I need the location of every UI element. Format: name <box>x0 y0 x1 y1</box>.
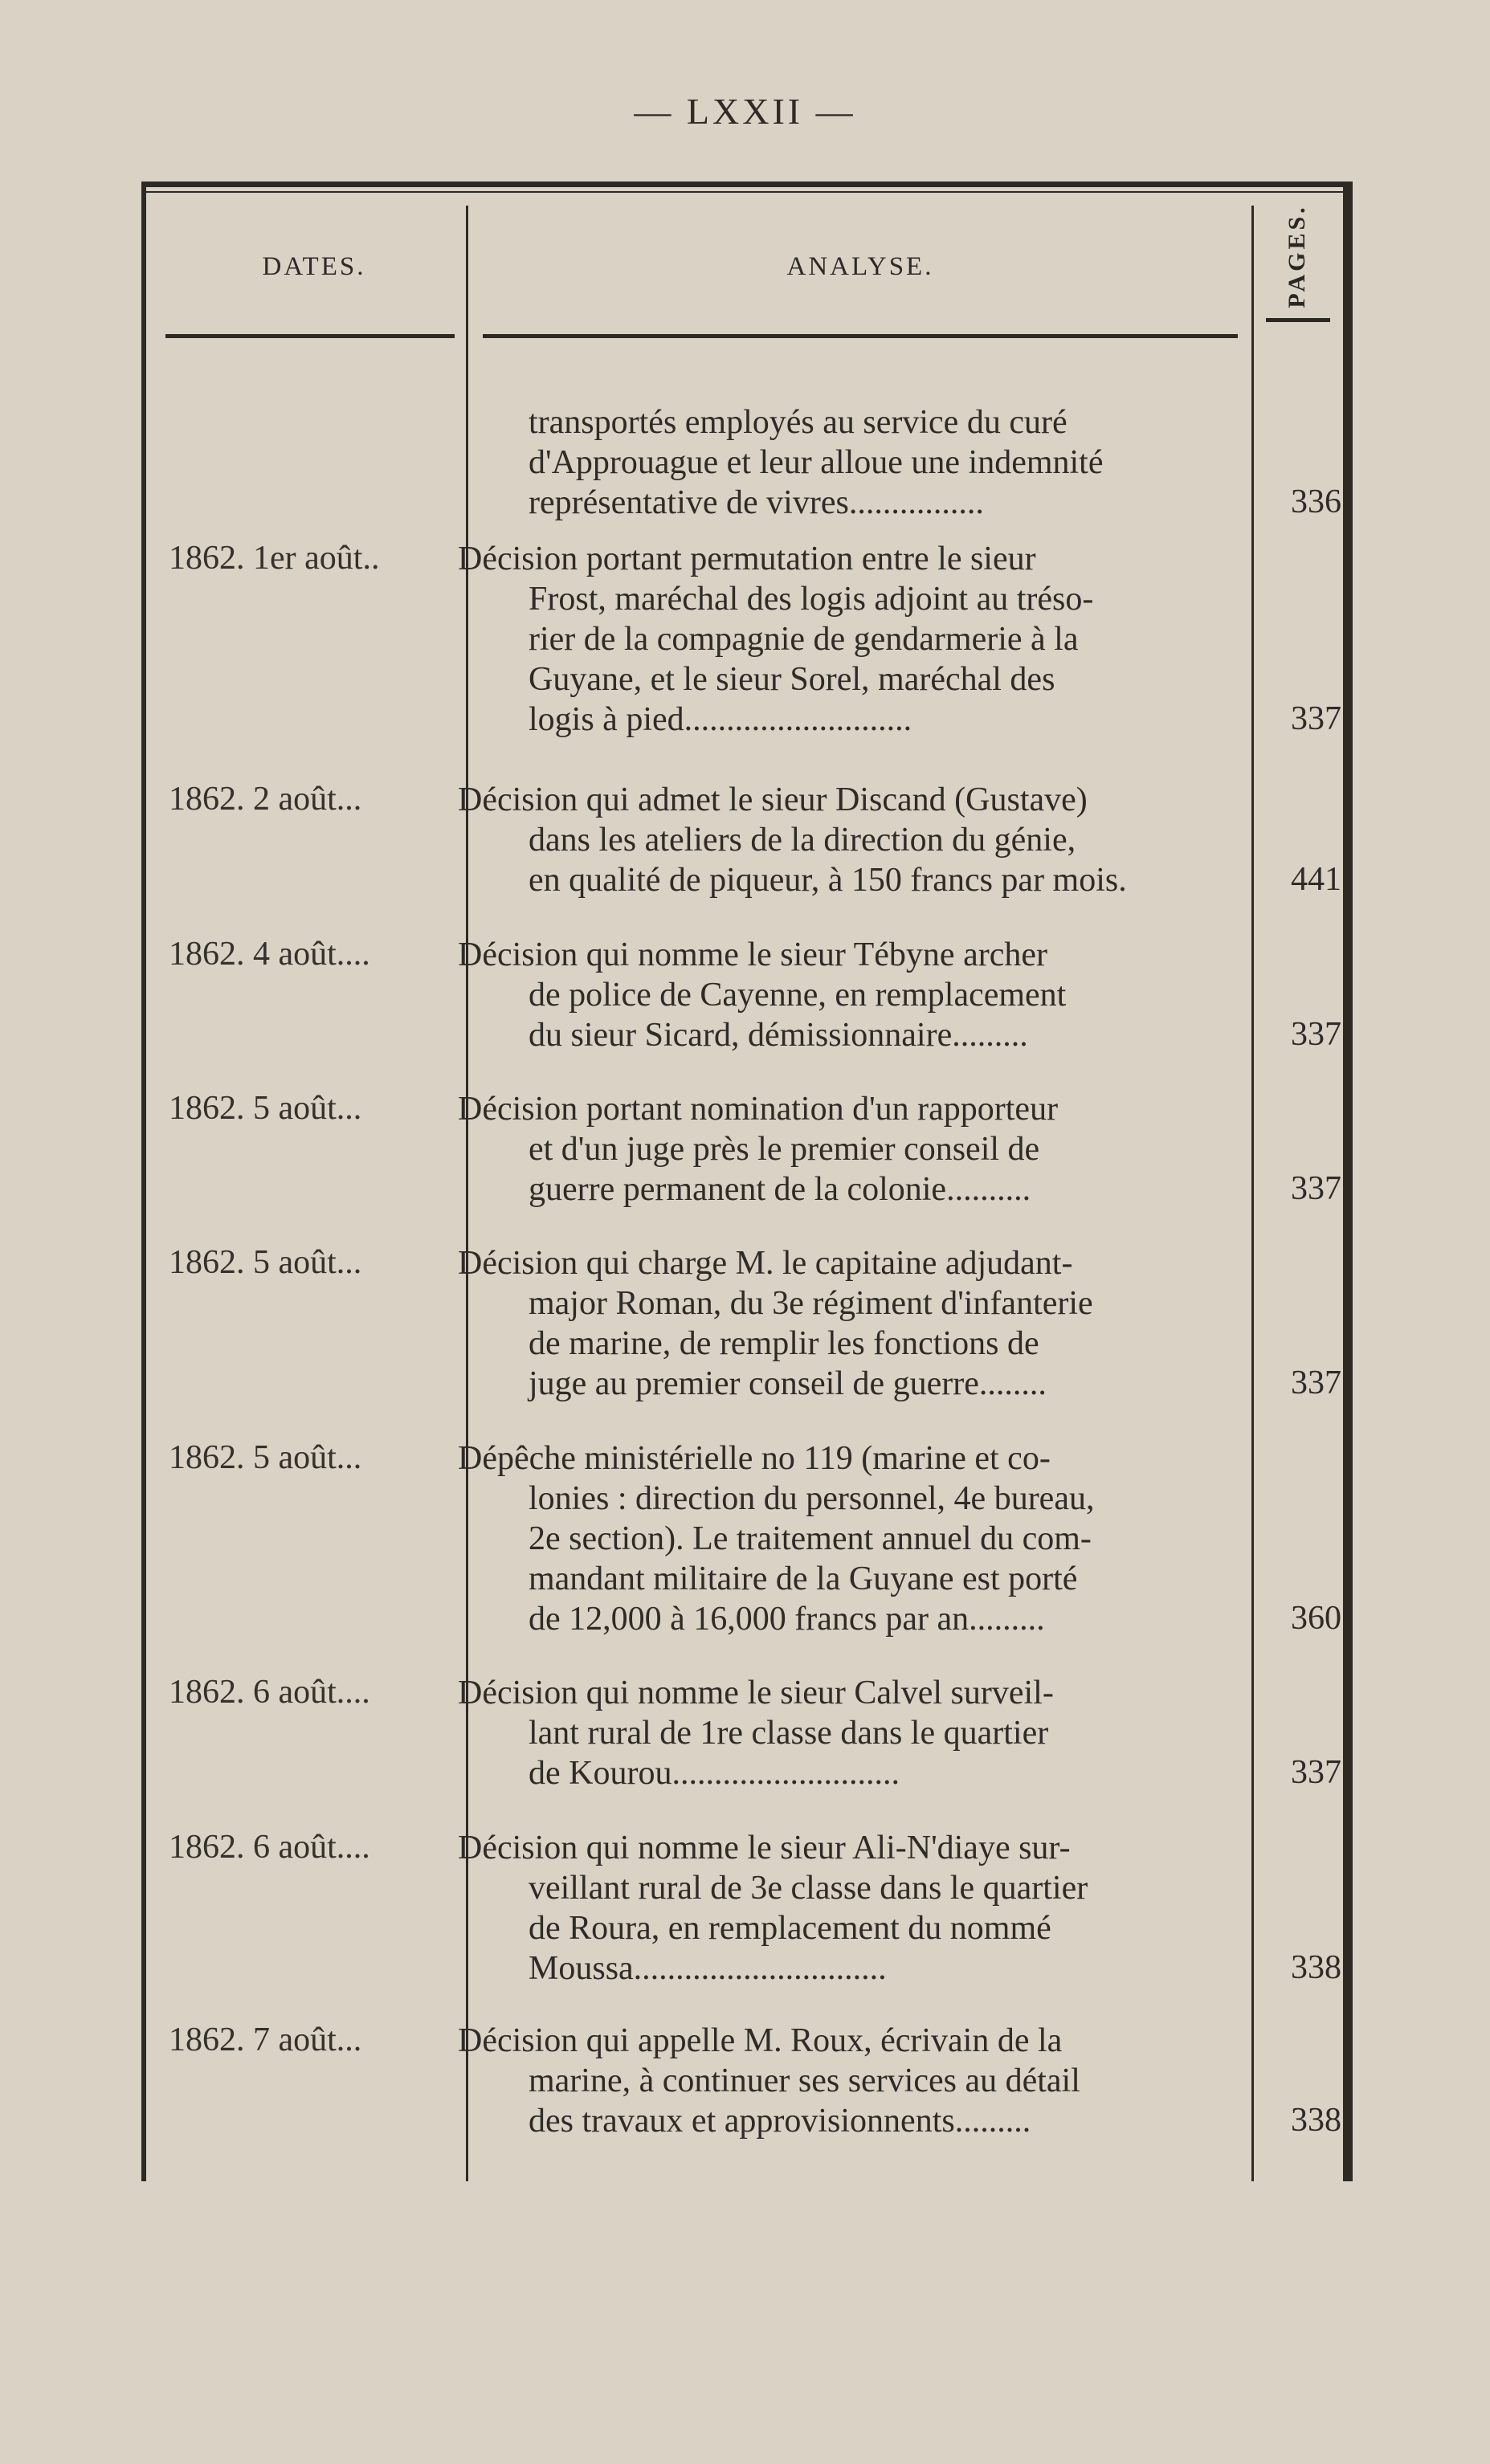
entry-text <box>458 935 1272 1055</box>
right-border <box>1343 182 1353 2181</box>
entry-line: d'Approuague et leur alloue une indemnité <box>529 444 1104 481</box>
header-analyse: ANALYSE. <box>786 252 934 281</box>
entry-text <box>493 402 1272 523</box>
entry-line: marine, à continuer ses services au détail <box>529 2062 1080 2099</box>
entry-page: 360 <box>1291 1600 1341 1637</box>
entry-page: 441 <box>1291 861 1341 898</box>
entry-text <box>458 1828 1272 1989</box>
entry-text <box>458 1243 1272 1404</box>
top-rule <box>141 182 1353 187</box>
index-table <box>141 182 1353 2181</box>
entry-text <box>458 2021 1272 2141</box>
page-number: — LXXII — <box>634 91 856 132</box>
entry-line: Décision portant permutation entre le sieur <box>458 541 1036 577</box>
entry-line: major Roman, du 3e régiment d'infanterie <box>529 1285 1093 1322</box>
entry-date: 1862. 6 août.... <box>169 1829 370 1866</box>
entry-text <box>458 1673 1272 1793</box>
entry-page: 336 <box>1291 483 1341 520</box>
entry-line: mandant militaire de la Guyane est porté <box>529 1560 1078 1597</box>
entry-line: lonies : direction du personnel, 4e bureau, <box>529 1480 1095 1517</box>
entry-line: du sieur Sicard, démissionnaire......... <box>529 1017 1028 1054</box>
entry-date: 1862. 7 août... <box>169 2021 362 2058</box>
entry-page: 337 <box>1291 1365 1341 1401</box>
entry-line: Décision qui charge M. le capitaine adjudant- <box>458 1245 1073 1282</box>
entry-line: des travaux et approvisionnents......... <box>529 2103 1031 2140</box>
entry-date: 1862. 5 août... <box>169 1439 362 1476</box>
entry-page: 337 <box>1291 700 1341 737</box>
entry-line: Décision qui appelle M. Roux, écrivain de la <box>458 2022 1063 2059</box>
entry-line: Décision qui admet le sieur Discand (Gustave) <box>458 781 1088 818</box>
column-rule-dates <box>466 206 468 2181</box>
left-border <box>141 182 146 2181</box>
entry-line: de marine, de remplir les fonctions de <box>529 1325 1039 1362</box>
entry-page: 337 <box>1291 1170 1341 1207</box>
entry-line: guerre permanent de la colonie.......... <box>529 1171 1031 1208</box>
header-pages: PAGES. <box>1284 204 1310 308</box>
entry-line: Guyane, et le sieur Sorel, maréchal des <box>529 661 1055 698</box>
entry-line: 2e section). Le traitement annuel du com- <box>529 1520 1092 1557</box>
header-rule-analyse <box>483 334 1238 338</box>
entry-line: lant rural de 1re classe dans le quartier <box>529 1715 1049 1752</box>
entry-line: de Roura, en remplacement du nommé <box>529 1910 1051 1947</box>
entry-date: 1862. 4 août.... <box>169 936 370 973</box>
entry-page: 338 <box>1291 2102 1341 2139</box>
entry-page: 338 <box>1291 1949 1341 1986</box>
entry-line: Décision qui nomme le sieur Tébyne archer <box>458 936 1047 973</box>
entry-text <box>458 780 1272 900</box>
top-rule-thin <box>141 191 1353 193</box>
entry-line: de Kourou........................... <box>529 1755 900 1792</box>
entry-line: Moussa.............................. <box>529 1950 887 1987</box>
entry-date: 1862. 6 août.... <box>169 1674 370 1711</box>
entry-line: Décision qui nomme le sieur Ali-N'diaye sur- <box>458 1830 1071 1866</box>
entry-line: représentative de vivres................ <box>529 484 984 521</box>
header-rule-dates <box>165 334 455 338</box>
entry-line: de police de Cayenne, en remplacement <box>529 977 1067 1014</box>
entry-line: Décision qui nomme le sieur Calvel surveil- <box>458 1675 1054 1711</box>
entry-line: transportés employés au service du curé <box>529 404 1067 441</box>
entry-line: logis à pied........................... <box>529 701 912 738</box>
entry-line: veillant rural de 3e classe dans le quartier <box>529 1870 1088 1907</box>
entry-text <box>458 1089 1272 1210</box>
entry-line: juge au premier conseil de guerre........ <box>529 1365 1047 1402</box>
entry-page: 337 <box>1291 1754 1341 1791</box>
entry-date: 1862. 5 août... <box>169 1244 362 1281</box>
entry-text <box>458 1438 1272 1639</box>
entry-date: 1862. 2 août... <box>169 781 362 818</box>
entry-line: en qualité de piqueur, à 150 francs par mois. <box>529 862 1127 899</box>
entry-date: 1862. 5 août... <box>169 1090 362 1127</box>
entry-page: 337 <box>1291 1016 1341 1053</box>
entry-line: et d'un juge près le premier conseil de <box>529 1131 1040 1168</box>
entry-line: dans les ateliers de la direction du génie, <box>529 822 1076 859</box>
header-dates: DATES. <box>262 252 366 281</box>
entry-date: 1862. 1er août.. <box>169 540 380 577</box>
entry-line: Frost, maréchal des logis adjoint au tréso- <box>529 581 1094 618</box>
entry-line: rier de la compagnie de gendarmerie à la <box>529 621 1079 658</box>
entry-line: Décision portant nomination d'un rapporteur <box>458 1091 1059 1128</box>
entry-line: Dépêche ministérielle no 119 (marine et co- <box>458 1440 1051 1477</box>
entry-line: de 12,000 à 16,000 francs par an......... <box>529 1601 1045 1638</box>
entry-text <box>458 539 1272 740</box>
